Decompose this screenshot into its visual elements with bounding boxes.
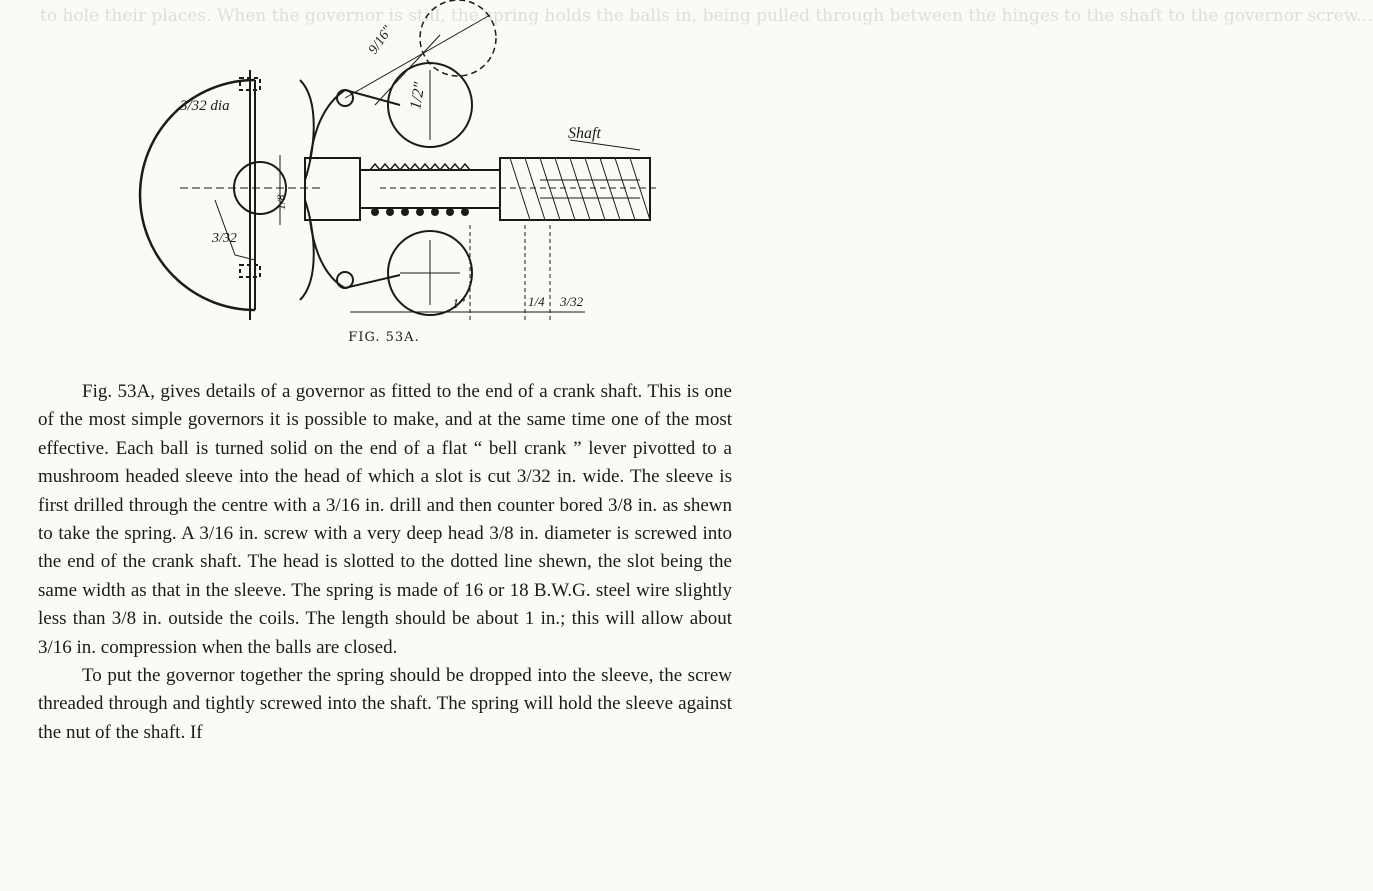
- bleed-through-text: to hole their places. When the governor is still, the spring holds the balls in, being pulled through between the hinges to the shaft to the governor screw...: [40, 6, 1373, 26]
- body-text: [38, 378, 732, 747]
- shaft: [500, 158, 650, 220]
- label-hole-dia: 3/32 dia: [180, 98, 230, 114]
- label-dim-1-4: 1/4: [528, 294, 545, 309]
- paragraph-1: Fig. 53A, gives details of a governor as fitted to the end of a crank shaft. This is one of the most simple governors it is possible to make, and at the same time one of the most effective. Each ball is turned solid on the end of a flat “ bell crank ” lever pivotted to a mushroom headed sleeve into the head of which a slot is cut 3/32 in. wide. The sleeve is first drilled through the centre with a 3/16 in. drill and then counter bored 3/8 in. as shewn to take the spring. A 3/16 in. screw with a very deep head 3/8 in. diameter is screwed into the end of the crank shaft. The head is slotted to the dotted line shewn, the slot being the same width as that in the sleeve. The spring is made of 16 or 18 B.W.G. steel wire slightly less than 3/8 in. outside the coils. The length should be about 1 in.; this will allow about 3/16 in. compression when the balls are closed.: [38, 381, 732, 658]
- label-shaft: Shaft: [568, 125, 601, 142]
- label-ball-half: 1/2": [407, 80, 429, 111]
- label-dim-1: 1": [452, 297, 465, 312]
- governor-figure: [140, 10, 660, 350]
- figure-caption: FIG. 53A.: [348, 330, 420, 345]
- paragraph-2: To put the governor together the spring should be dropped into the sleeve, the screw threaded through and tightly screwed into the shaft. The spring will hold the sleeve against the nut of the shaft. If: [38, 665, 732, 743]
- label-dim-3-32: 3/32: [560, 294, 584, 309]
- label-vertical-1-8: 1/8: [274, 194, 288, 210]
- label-left-3-32: 3/32: [212, 231, 237, 246]
- left-disc: [140, 80, 255, 310]
- sleeve: [305, 158, 360, 220]
- governor-drawing: [140, 10, 660, 350]
- label-top-fraction: 9/16": [365, 23, 396, 58]
